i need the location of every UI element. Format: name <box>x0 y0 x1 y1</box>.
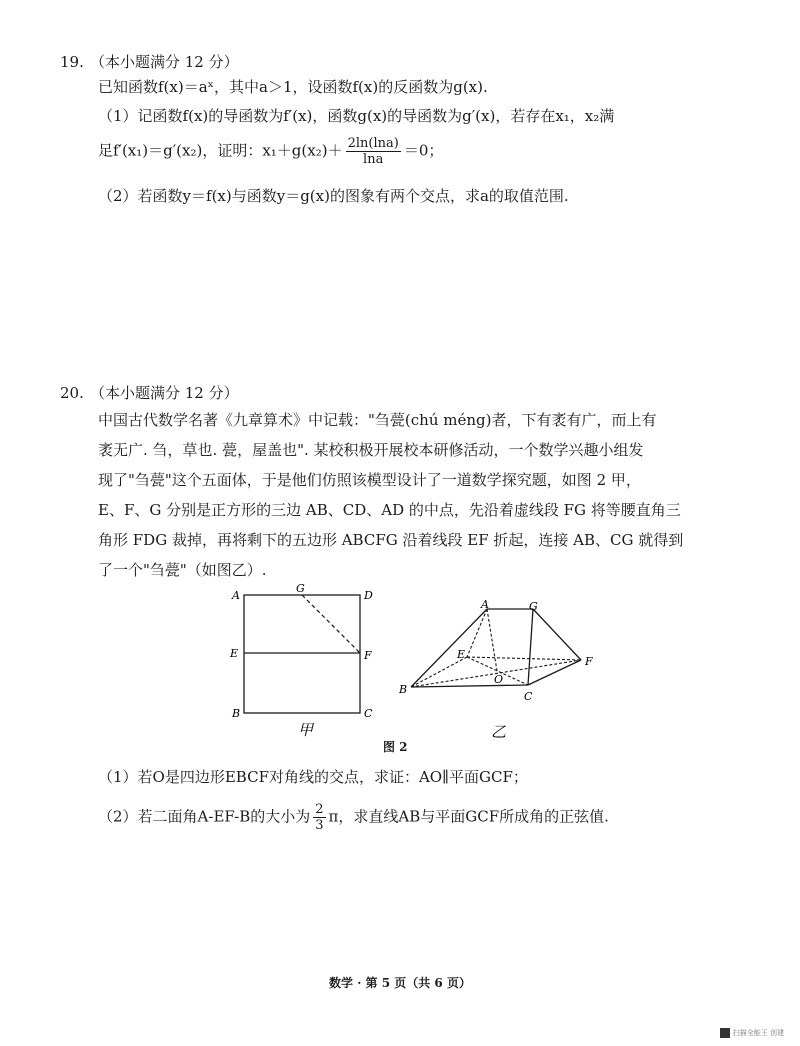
q20-text-line-5: 角形 FDG 裁掉，再将剩下的五边形 ABCFG 沿着线段 EF 折起，连接 AB、CG 就得到 <box>98 531 684 549</box>
label-e-yi: E <box>457 648 466 661</box>
q19-part1-line2 <box>98 136 443 167</box>
dashed-eb <box>411 657 467 687</box>
q20-fraction <box>313 802 325 833</box>
dashed-segment-gf <box>302 595 360 653</box>
figure-jia-svg <box>220 583 380 743</box>
label-f-yi: F <box>585 655 593 668</box>
q20-number: 20. <box>60 384 84 402</box>
q20-fraction-denominator: 3 <box>315 818 324 833</box>
label-c-yi: C <box>524 690 533 703</box>
q20-header: （本小题满分 12 分） <box>90 384 239 402</box>
segment-bc <box>411 685 528 687</box>
segment-gc <box>528 609 533 685</box>
qr-icon <box>720 1028 730 1038</box>
q20-text-line-1: 中国古代数学名著《九章算术》中记载："刍甍(chú méng)者，下有袤有广，而上有 <box>98 411 657 429</box>
q20-part2 <box>98 802 609 833</box>
q19-fraction-numerator: 2ln(lna) <box>347 136 399 151</box>
q19-stem: 已知函数f(x)＝aˣ，其中a＞1，设函数f(x)的反函数为g(x). <box>98 78 488 96</box>
q19-part2: （2）若函数y＝f(x)与函数y＝g(x)的图象有两个交点，求a的取值范围. <box>98 187 569 205</box>
q19-fraction <box>346 136 401 167</box>
q19-header: （本小题满分 12 分） <box>90 53 239 71</box>
segment-ab <box>411 609 487 687</box>
figure-jia-label: 甲 <box>298 721 314 739</box>
page-footer: 数学 · 第 5 页（共 6 页） <box>329 976 471 990</box>
figure-caption: 图 2 <box>383 740 408 754</box>
square-abcd <box>244 595 360 713</box>
dashed-ae <box>467 609 487 657</box>
q20-fraction-numerator: 2 <box>315 802 324 817</box>
figure-jia <box>220 583 380 747</box>
label-e-jia: E <box>230 647 239 660</box>
q19-part1-line2-pre: 足f′(x₁)＝g′(x₂)，证明：x₁＋g(x₂)＋ <box>98 141 343 160</box>
figure-yi-svg <box>395 597 605 747</box>
label-a-yi: A <box>481 598 489 611</box>
figure-yi <box>395 597 605 751</box>
q19-fraction-denominator: lna <box>363 152 384 167</box>
q20-text-line-4: E、F、G 分别是正方形的三边 AB、CD、AD 的中点，先沿着虚线段 FG 将等腰直角三 <box>98 501 681 519</box>
watermark-text: 扫描全能王 创建 <box>732 1029 784 1037</box>
label-g-yi: G <box>529 600 538 613</box>
segment-gf <box>533 609 581 660</box>
watermark <box>720 1028 784 1038</box>
dashed-ef <box>467 657 581 660</box>
label-b-yi: B <box>399 683 408 696</box>
q20-part2-pre: （2）若二面角A-EF-B的大小为 <box>98 807 311 826</box>
label-f-jia: F <box>364 649 372 662</box>
q20-text-line-2: 袤无广. 刍，草也. 甍，屋盖也". 某校积极开展校本研修活动，一个数学兴趣小组发 <box>98 441 644 459</box>
q19-part1-line1: （1）记函数f(x)的导函数为f′(x)，函数g(x)的导函数为g′(x)，若存在x₁，x₂满 <box>98 107 615 125</box>
label-a-jia: A <box>232 589 240 602</box>
label-c-jia: C <box>364 707 373 720</box>
label-g-jia: G <box>296 583 305 595</box>
dashed-ao <box>487 609 497 671</box>
label-d-jia: D <box>364 589 373 602</box>
label-b-jia: B <box>232 707 241 720</box>
q19-part1-line2-post: ＝0； <box>403 141 444 160</box>
q19-number: 19. <box>60 53 84 71</box>
q20-text-line-6: 了一个"刍甍"（如图乙）. <box>98 561 267 579</box>
figure-yi-label: 乙 <box>491 723 507 741</box>
q20-text-line-3: 现了"刍甍"这个五面体，于是他们仿照该模型设计了一道数学探究题，如图 2 甲， <box>98 471 641 489</box>
q20-part2-post: π，求直线AB与平面GCF所成角的正弦值. <box>328 807 609 826</box>
q20-part1: （1）若O是四边形EBCF对角线的交点，求证：AO∥平面GCF； <box>98 768 528 786</box>
label-o-yi: O <box>494 673 504 686</box>
